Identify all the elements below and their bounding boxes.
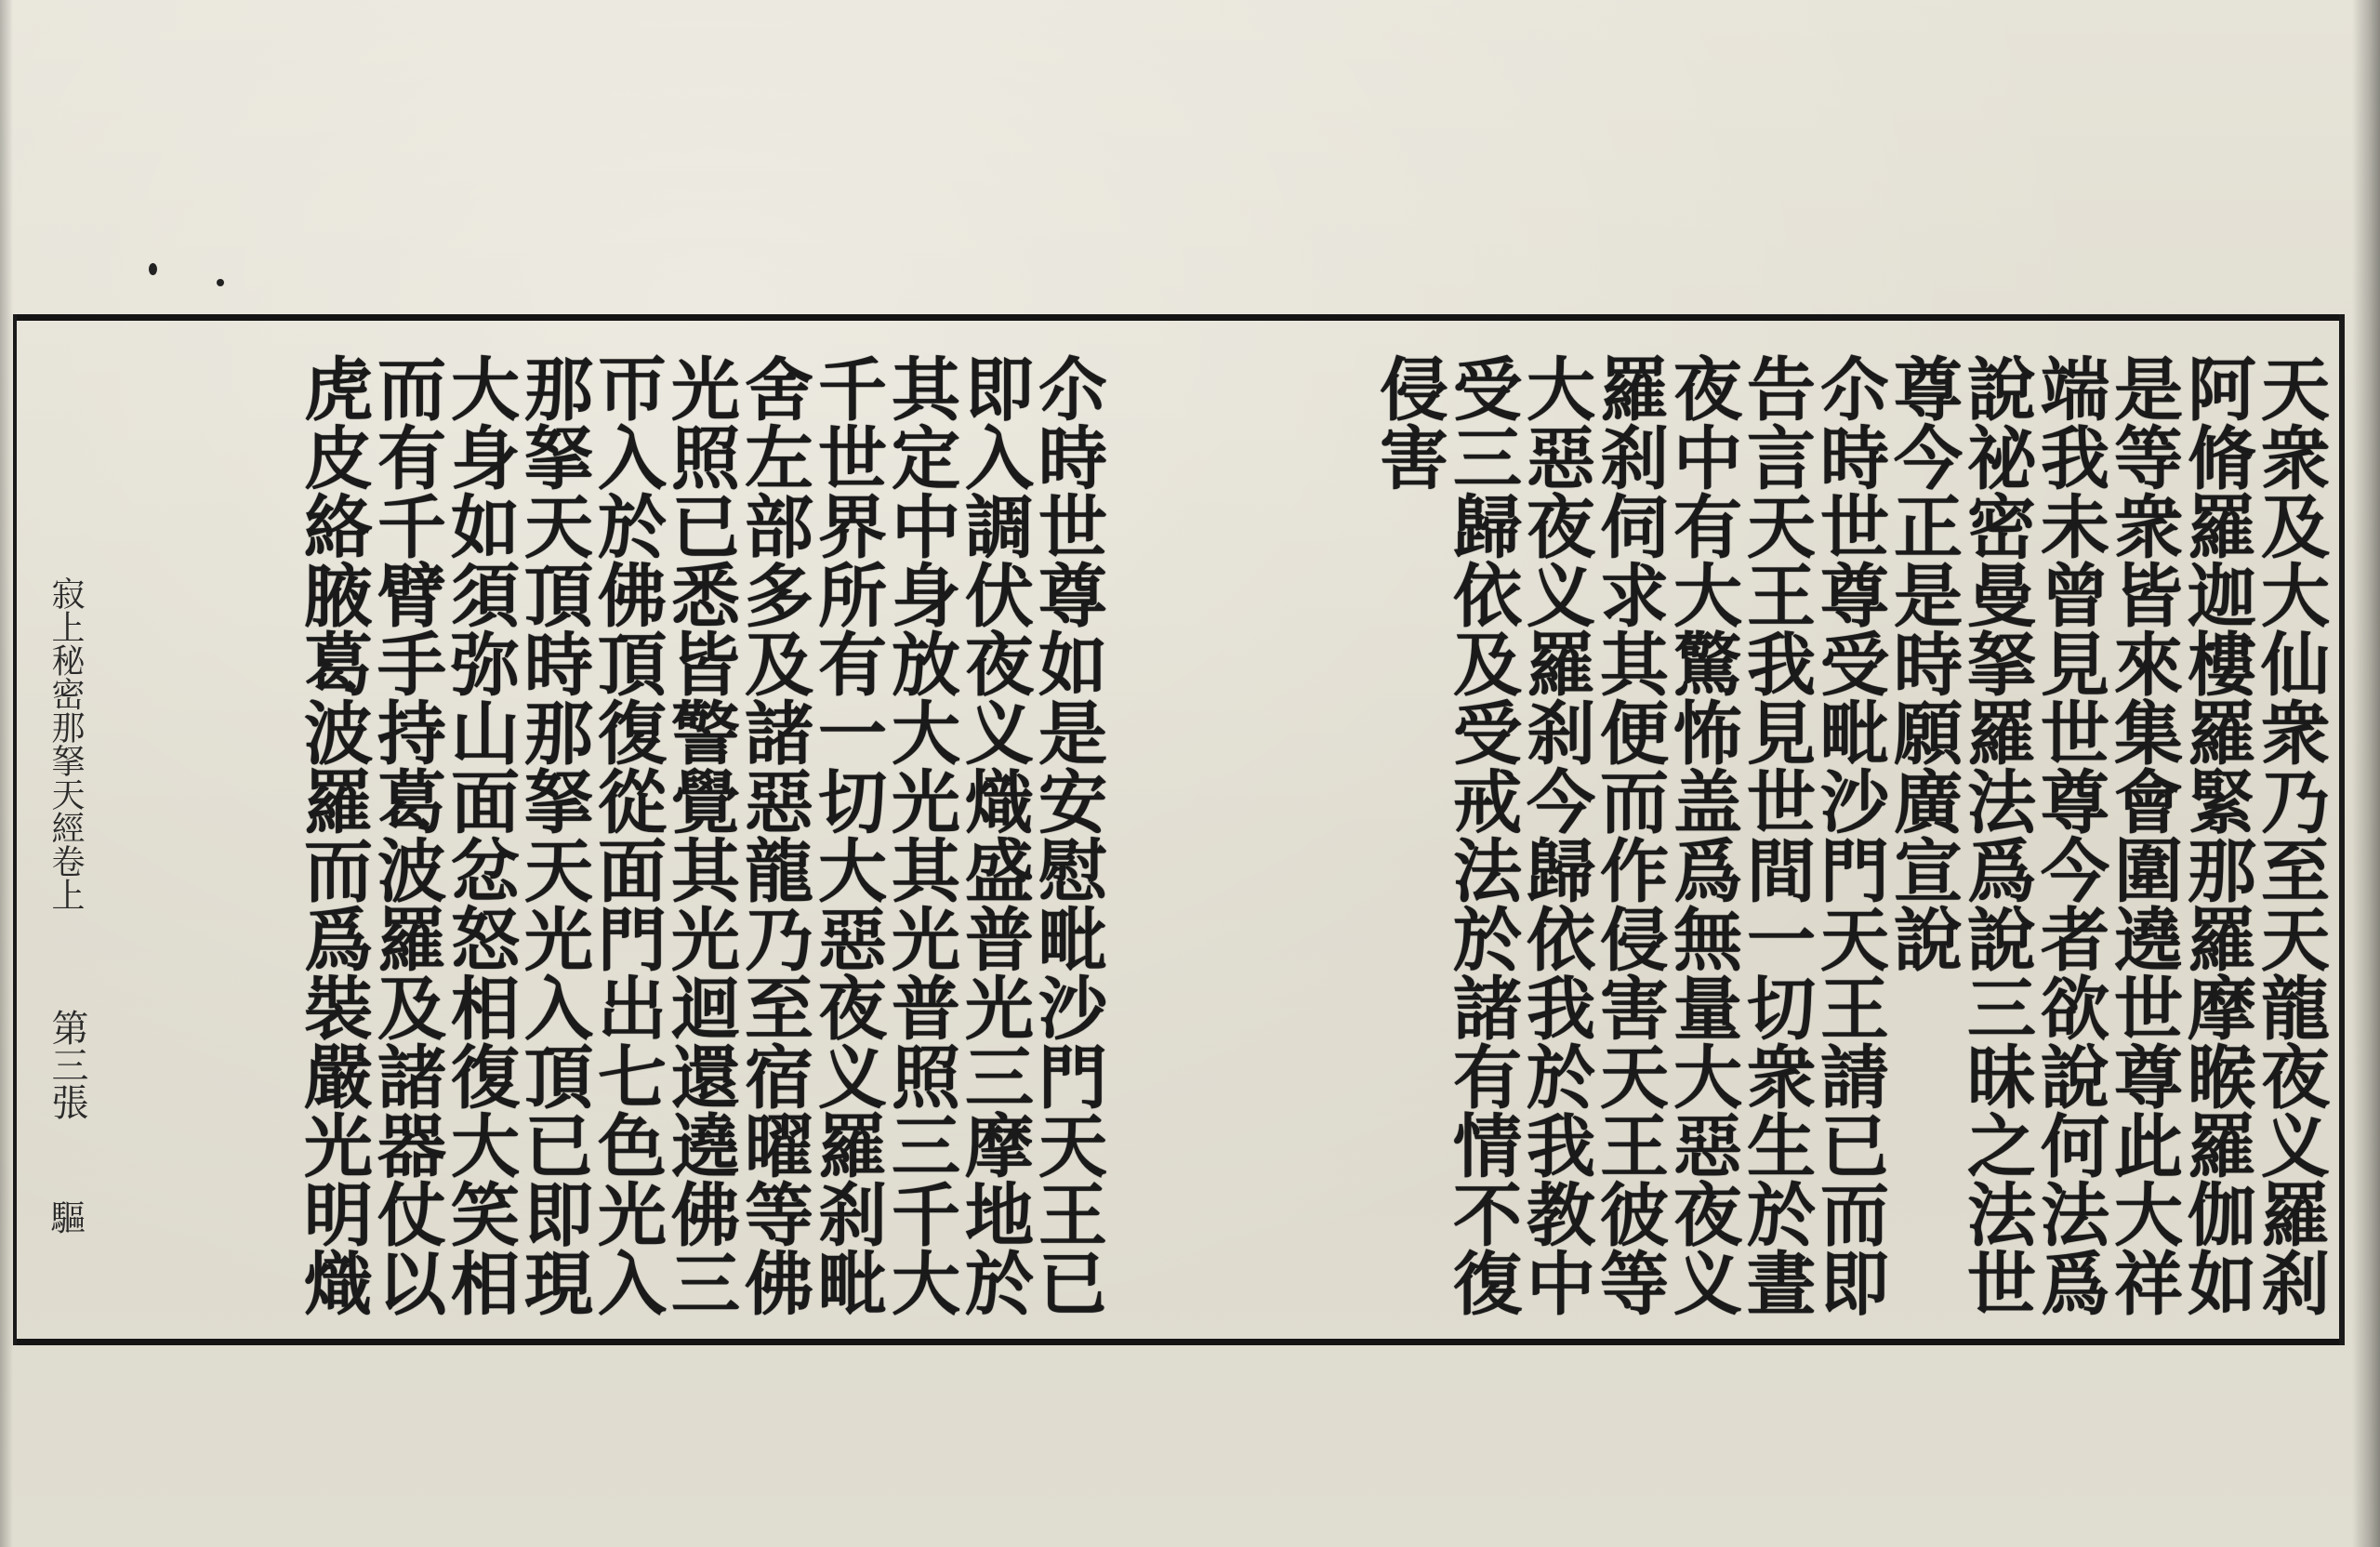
text-column-20: 帀入於佛頂復從面門出七色光入	[587, 353, 667, 1316]
frame-left-rule	[13, 314, 17, 1345]
text-column-6: 尊今正是時願廣宣說	[1883, 353, 1963, 972]
text-column-10: 羅刹伺求其便而作侵害天王彼等	[1589, 353, 1669, 1316]
text-column-11: 大惡夜义羅刹今歸依我於我教中	[1515, 353, 1595, 1316]
text-column-15: 即入調伏夜义熾盛普光三摩地於	[954, 353, 1034, 1316]
text-column-18: 舍左部多及諸惡龍乃至宿曜等佛	[734, 353, 813, 1316]
text-column-13: 侵害	[1368, 353, 1448, 491]
right-fold-shadow	[2352, 0, 2380, 1547]
text-column-9: 夜中有大驚怖盖爲無量大惡夜义	[1662, 353, 1742, 1316]
text-column-7: 尒時世尊受毗沙門天王請已而即	[1809, 353, 1889, 1316]
text-column-22: 大身如須弥山面忿怒相復大笑相	[440, 353, 520, 1316]
text-column-3: 是等衆皆來集會圍遶世尊此大祥	[2103, 353, 2183, 1316]
text-column-1: 天衆及大仙衆乃至天龍夜义羅刹	[2250, 353, 2330, 1316]
text-column-19: 光照已悉皆警覺其光迴還遶佛三	[660, 353, 740, 1316]
ink-speck	[149, 263, 157, 275]
text-column-2: 阿脩羅迦樓羅緊那羅摩睺羅伽如	[2176, 353, 2256, 1316]
text-column-8: 告言天王我見世間一切衆生於晝	[1736, 353, 1816, 1316]
text-column-24: 虎皮絡腋葛波羅而爲裝嚴光明熾	[293, 353, 373, 1316]
left-fold-shadow	[0, 0, 13, 1547]
text-column-21: 那拏天頂時那拏天光入頂已即現	[513, 353, 593, 1316]
text-column-14: 尒時世尊如是安慰毗沙門天王已	[1027, 353, 1107, 1316]
ink-speck	[217, 279, 224, 286]
frame-right-rule	[2339, 314, 2345, 1345]
text-column-5: 說祕密曼拏羅法爲說三昧之法世	[1956, 353, 2036, 1316]
margin-page-number: 第三張	[46, 1009, 88, 1120]
text-column-17: 千世界所有一切大惡夜义羅刹毗	[807, 353, 887, 1316]
text-column-16: 其定中身放大光其光普照三千大	[880, 353, 960, 1316]
text-column-12: 受三歸依及受戒法於諸有情不復	[1442, 353, 1522, 1316]
margin-mark: 驅	[45, 1199, 86, 1235]
margin-book-title: 寂上秘密那拏天經卷上	[46, 576, 85, 911]
text-column-23: 而有千臂手持葛波羅及諸器仗以	[366, 353, 446, 1316]
text-column-4: 端我未曾見世尊今者欲說何法爲	[2030, 353, 2109, 1316]
